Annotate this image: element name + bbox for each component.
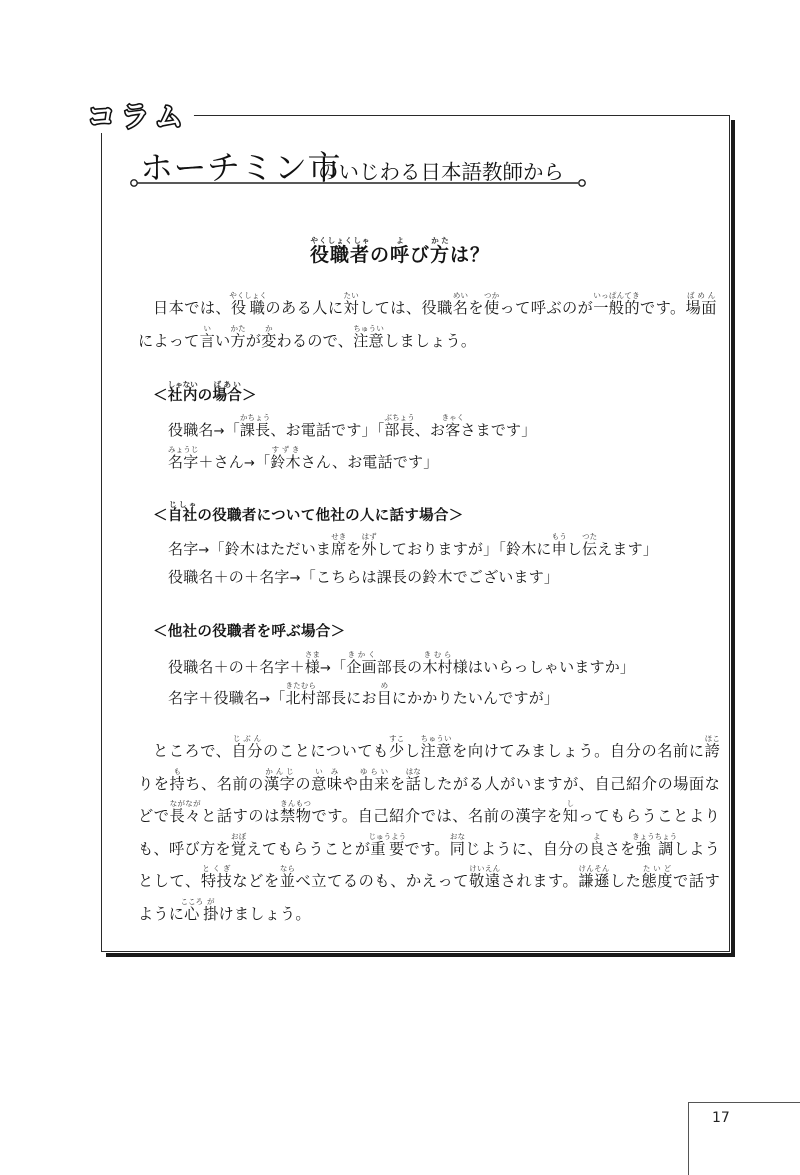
text-run: し <box>566 540 583 558</box>
text-run: ＞ <box>242 388 257 404</box>
text-run: されます。 <box>500 872 579 890</box>
section-heading-other-company <box>153 618 345 646</box>
furigana-word: 意味いみ <box>311 766 343 793</box>
arrow-icon: → <box>198 543 210 558</box>
text-run: 「 <box>224 421 240 439</box>
text-run: さん、お電話です」 <box>300 453 439 471</box>
text-run: 部長の <box>376 658 423 676</box>
text-run: が <box>245 332 262 350</box>
text-run: した <box>609 872 642 890</box>
furigana-word: 変か <box>261 324 277 350</box>
furigana-word: 自社じしゃ <box>167 500 198 524</box>
furigana-word: 名字みょうじ <box>168 445 199 471</box>
furigana-word: 知し <box>562 799 579 825</box>
text-run: ＜ <box>153 388 168 404</box>
furigana-word: 場面ばめん <box>685 291 717 317</box>
title-block <box>130 142 590 192</box>
text-run: わるので、 <box>276 332 354 350</box>
text-run: 、お電話です」「 <box>270 421 385 439</box>
text-run: しておりますが」「鈴木に <box>376 540 552 558</box>
text-run: じように、自分の <box>465 839 590 858</box>
text-run: さを <box>604 839 636 858</box>
furigana-word: 木村きむら <box>422 650 453 676</box>
text-run: などを <box>232 872 280 890</box>
furigana-word: 呼よ <box>389 236 410 266</box>
text-run: 様はいらっしゃいますか」 <box>452 658 636 676</box>
section-line <box>168 445 438 478</box>
arrow-icon: → <box>289 571 301 586</box>
furigana-word: 一般的いっぱんてき <box>593 291 641 317</box>
arrow-icon: → <box>259 692 271 707</box>
furigana-word: 外はず <box>361 532 377 558</box>
furigana-word: 特技とくぎ <box>200 864 233 890</box>
column-badge <box>82 97 194 133</box>
intro-paragraph <box>138 291 720 358</box>
text-run: ＜他社の役職者を呼ぶ場合＞ <box>153 624 346 640</box>
text-run: しようとして、 <box>138 839 721 890</box>
text-run: 「 <box>331 658 347 676</box>
furigana-word: 名めい <box>452 291 469 317</box>
badge-text: コラム <box>87 100 189 133</box>
furigana-word: 社内しゃない <box>167 380 198 404</box>
text-run: にかかりたいんですが」 <box>391 689 560 707</box>
text-run: ＜ <box>153 508 168 524</box>
furigana-word: 禁物きんもつ <box>279 799 312 825</box>
text-run: って呼ぶのが <box>499 299 594 317</box>
furigana-word: 役職者やくしょくしゃ <box>309 236 370 266</box>
furigana-word: 申もう <box>551 532 567 558</box>
furigana-word: 方かた <box>230 324 246 350</box>
text-run: を向けてみましょう。自分の名前に <box>452 742 705 760</box>
furigana-word: 覚おぼ <box>230 831 247 858</box>
furigana-word: 掛が <box>203 896 219 923</box>
text-run: を <box>389 774 406 793</box>
title-main: ホーチミン市 <box>140 148 341 187</box>
furigana-word: 強調きょうちょう <box>632 831 678 858</box>
text-run: 名字 <box>168 540 199 558</box>
text-run: 名字＋役職名 <box>168 689 260 707</box>
furigana-word: 目め <box>376 681 392 707</box>
furigana-word: 客きゃく <box>441 413 465 439</box>
furigana-word: 注意ちゅうい <box>420 734 453 760</box>
furigana-word: 重要じゅうよう <box>368 831 407 858</box>
text-run: 部長にお <box>315 689 377 707</box>
text-run: の <box>369 244 390 266</box>
text-run: さまです」 <box>460 421 537 439</box>
furigana-word: 少すこ <box>388 734 405 760</box>
text-run: べ立てるのも、かえって <box>295 872 470 890</box>
furigana-word: 伝つた <box>582 532 598 558</box>
text-run: は？ <box>450 244 491 266</box>
section-heading-own-company <box>153 500 464 530</box>
text-run: 役職名＋の＋名字＋ <box>168 658 305 676</box>
text-run: したがる人がいますが、自己紹介の場面などで <box>138 774 721 825</box>
text-run: 役職名＋の＋名字 <box>168 568 290 586</box>
furigana-word: 方かた <box>430 236 451 266</box>
text-run: りを <box>138 774 170 793</box>
text-run: ＋さん <box>198 453 245 471</box>
text-run: の <box>295 774 312 793</box>
furigana-word: 長々ながなが <box>169 799 202 825</box>
furigana-word: 席せき <box>331 532 347 558</box>
text-run: えます」 <box>597 540 659 558</box>
furigana-word: 場合ばあい <box>212 380 243 404</box>
text-run: によって <box>138 332 200 350</box>
text-run: しては、役職 <box>359 299 453 317</box>
text-run: 「こちらは課長の鈴木でございます」 <box>300 568 560 586</box>
page-number: 17 <box>712 1110 730 1126</box>
text-run: び <box>410 244 431 266</box>
arrow-icon: → <box>213 424 225 439</box>
furigana-word: 注意ちゅうい <box>353 324 384 350</box>
furigana-word: 謙遜けんそん <box>578 864 610 890</box>
text-run: 「 <box>270 689 286 707</box>
closing-paragraph <box>138 734 720 930</box>
furigana-word: 持も <box>169 766 186 793</box>
text-run: 「 <box>255 453 271 471</box>
text-run: けましょう。 <box>218 904 311 923</box>
text-run: を <box>346 540 362 558</box>
furigana-word: 同おな <box>449 831 466 858</box>
text-run: えてもらうことが <box>246 839 371 858</box>
text-run: です。自己紹介では、名前の漢字を <box>311 807 563 825</box>
text-run: 「鈴木はただいま <box>209 540 332 558</box>
section-line <box>168 563 559 593</box>
page-number-box <box>688 1102 800 1175</box>
furigana-word: 様さま <box>304 650 321 676</box>
text-run: し <box>404 742 421 760</box>
text-run: ち、名前の <box>185 774 264 793</box>
text-run: ってもらうことよりも、呼び方を <box>138 807 721 858</box>
text-run: ところで、 <box>153 742 232 760</box>
text-run: のある人に <box>265 299 344 317</box>
furigana-word: 企画きかく <box>346 650 377 676</box>
furigana-word: 敬遠けいえん <box>469 864 501 890</box>
text-run: 日本では、 <box>153 299 232 317</box>
furigana-word: 誇ほこ <box>704 734 720 760</box>
text-run: しましょう。 <box>383 332 477 350</box>
section-line <box>168 681 559 714</box>
text-run: 役職名 <box>168 421 214 439</box>
furigana-word: 態度たいど <box>641 864 674 890</box>
arrow-icon: → <box>244 456 256 471</box>
furigana-word: 対たい <box>343 291 360 317</box>
text-run: を <box>468 299 484 317</box>
furigana-word: 良よ <box>589 831 605 858</box>
article-heading <box>0 236 800 267</box>
furigana-word: 自分じぶん <box>231 734 264 760</box>
text-run: 、お <box>414 421 446 439</box>
furigana-word: 心こころ <box>180 896 204 923</box>
furigana-word: 課長かちょう <box>239 413 271 439</box>
section-line <box>168 650 635 683</box>
section-line <box>168 532 658 565</box>
text-run: と話すのは <box>201 807 280 825</box>
furigana-word: 北村きたむら <box>285 681 316 707</box>
furigana-word: 漢字かんじ <box>263 766 296 793</box>
furigana-word: 役職やくしょく <box>229 291 267 317</box>
furigana-word: 鈴木すずき <box>270 445 301 471</box>
text-run: の役職者について他社の人に話す場合＞ <box>197 508 464 524</box>
section-heading-internal <box>153 380 257 410</box>
text-run: や <box>342 774 359 793</box>
text-run: で話すように <box>138 872 720 923</box>
text-run: です。 <box>640 299 686 317</box>
furigana-word: 言い <box>199 324 215 350</box>
furigana-word: 使つか <box>483 291 500 317</box>
furigana-word: 話はな <box>405 766 422 793</box>
furigana-word: 部長ぶちょう <box>384 413 415 439</box>
text-run: です。 <box>404 839 450 858</box>
section-line <box>168 413 536 446</box>
text-run: のことについても <box>263 742 389 760</box>
arrow-icon: → <box>320 661 332 676</box>
furigana-word: 由来ゆらい <box>358 766 390 793</box>
text-run: い <box>214 332 231 350</box>
furigana-word: 並なら <box>279 864 296 890</box>
title-sub: のいじわる日本語教師から <box>318 160 564 184</box>
text-run: の <box>197 388 213 404</box>
